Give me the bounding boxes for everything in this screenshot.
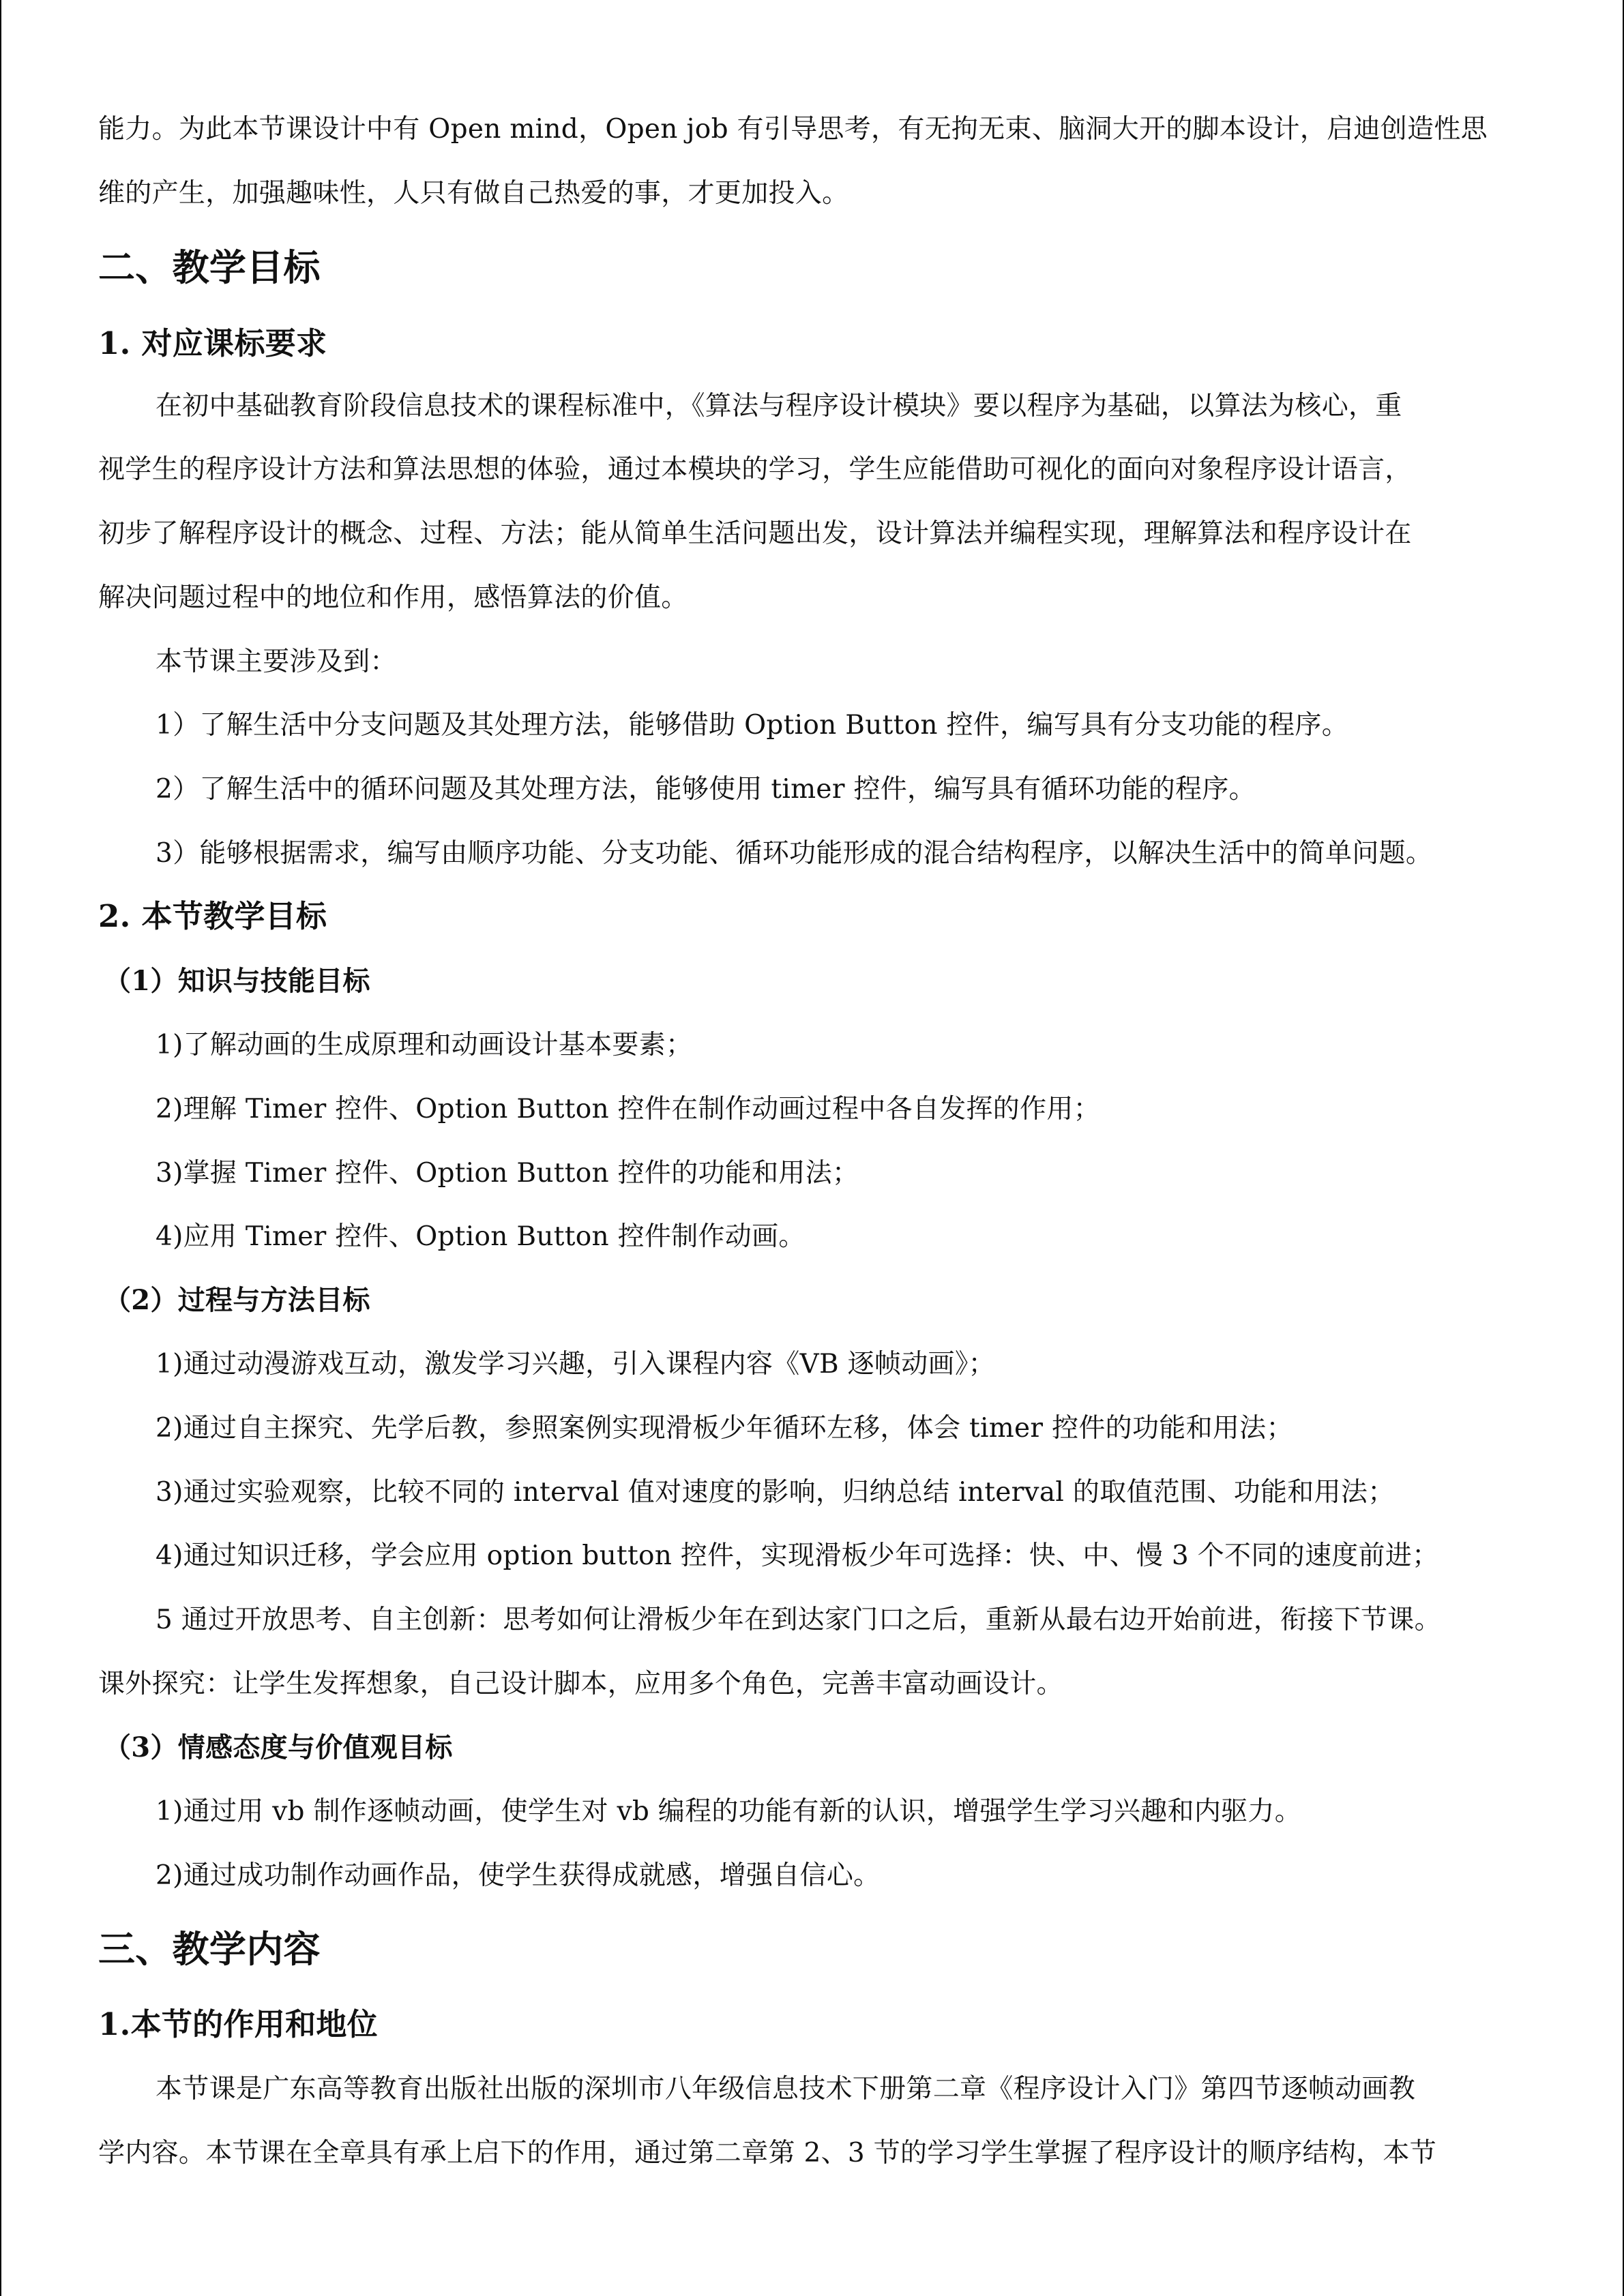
covers-intro: 本节课主要涉及到：	[156, 646, 397, 677]
standard-paragraph-line-4: 解决问题过程中的地位和作用，感悟算法的价值。	[98, 582, 688, 613]
goal-heading-knowledge-skills: （1）知识与技能目标	[104, 965, 370, 997]
goal-heading-emotion-values: （3）情感态度与价值观目标	[104, 1731, 453, 1763]
standard-paragraph-line-1: 在初中基础教育阶段信息技术的课程标准中，《算法与程序设计模块》要以程序为基础，以算法为核心，重	[156, 391, 1402, 421]
subheading-curriculum-standard: 1. 对应课标要求	[98, 325, 327, 361]
covers-item-1: 1）了解生活中分支问题及其处理方法，能够借助 Option Button 控件，编写具有分支功能的程序。	[156, 710, 1349, 741]
intro-paragraph-line-2: 维的产生，加强趣味性，人只有做自己热爱的事，才更加投入。	[98, 178, 849, 209]
knowledge-item-1: 1)了解动画的生成原理和动画设计基本要素；	[156, 1030, 693, 1060]
standard-paragraph-line-2: 视学生的程序设计方法和算法思想的体验，通过本模块的学习，学生应能借助可视化的面向对象程序设计语言，	[98, 454, 1412, 485]
knowledge-item-2: 2)理解 Timer 控件、Option Button 控件在制作动画过程中各自发挥的作用；	[156, 1094, 1101, 1124]
content-paragraph-line-2: 学内容。本节课在全章具有承上启下的作用，通过第二章第 2、3 节的学习学生掌握了程序设计的顺序结构，本节	[98, 2138, 1437, 2168]
page-left-border	[0, 0, 1, 2296]
process-item-6: 课外探究：让学生发挥想象，自己设计脚本，应用多个角色，完善丰富动画设计。	[98, 1669, 1063, 1699]
process-item-4: 4)通过知识迁移，学会应用 option button 控件，实现滑板少年可选择：快、中、慢 3 个不同的速度前进；	[156, 1540, 1439, 1571]
process-item-5: 5 通过开放思考、自主创新：思考如何让滑板少年在到达家门口之后，重新从最右边开始前进，衔接下节课。	[156, 1605, 1441, 1635]
goal-heading-process-method: （2）过程与方法目标	[104, 1284, 370, 1316]
intro-paragraph-line-1: 能力。为此本节课设计中有 Open mind，Open job 有引导思考，有无拘无束、脑洞大开的脚本设计，启迪创造性思	[98, 114, 1488, 145]
process-item-3: 3)通过实验观察，比较不同的 interval 值对速度的影响，归纳总结 interval 的取值范围、功能和用法；	[156, 1477, 1395, 1508]
section-heading-teaching-content: 三、教学内容	[98, 1927, 321, 1971]
standard-paragraph-line-3: 初步了解程序设计的概念、过程、方法；能从简单生活问题出发，设计算法并编程实现，理解算法和程序设计在	[98, 518, 1412, 549]
content-paragraph-line-1: 本节课是广东高等教育出版社出版的深圳市八年级信息技术下册第二章《程序设计入门》第四节逐帧动画教	[156, 2074, 1416, 2104]
knowledge-item-4: 4)应用 Timer 控件、Option Button 控件制作动画。	[156, 1221, 806, 1252]
process-item-2: 2)通过自主探究、先学后教，参照案例实现滑板少年循环左移，体会 timer 控件的功能和用法；	[156, 1413, 1293, 1444]
subheading-role-and-position: 1.本节的作用和地位	[98, 2006, 378, 2042]
emotion-item-1: 1)通过用 vb 制作逐帧动画，使学生对 vb 编程的功能有新的认识，增强学生学习兴趣和内驱力。	[156, 1796, 1302, 1827]
subheading-lesson-goals: 2. 本节教学目标	[98, 898, 327, 934]
covers-item-2: 2）了解生活中的循环问题及其处理方法，能够使用 timer 控件，编写具有循环功能的程序。	[156, 774, 1256, 805]
emotion-item-2: 2)通过成功制作动画作品，使学生获得成就感，增强自信心。	[156, 1860, 881, 1891]
section-heading-teaching-goals: 二、教学目标	[98, 245, 321, 289]
covers-item-3: 3）能够根据需求，编写由顺序功能、分支功能、循环功能形成的混合结构程序，以解决生活中的简单问题。	[156, 838, 1433, 869]
knowledge-item-3: 3)掌握 Timer 控件、Option Button 控件的功能和用法；	[156, 1158, 859, 1189]
process-item-1: 1)通过动漫游戏互动，激发学习兴趣，引入课程内容《VB 逐帧动画》；	[156, 1349, 995, 1380]
